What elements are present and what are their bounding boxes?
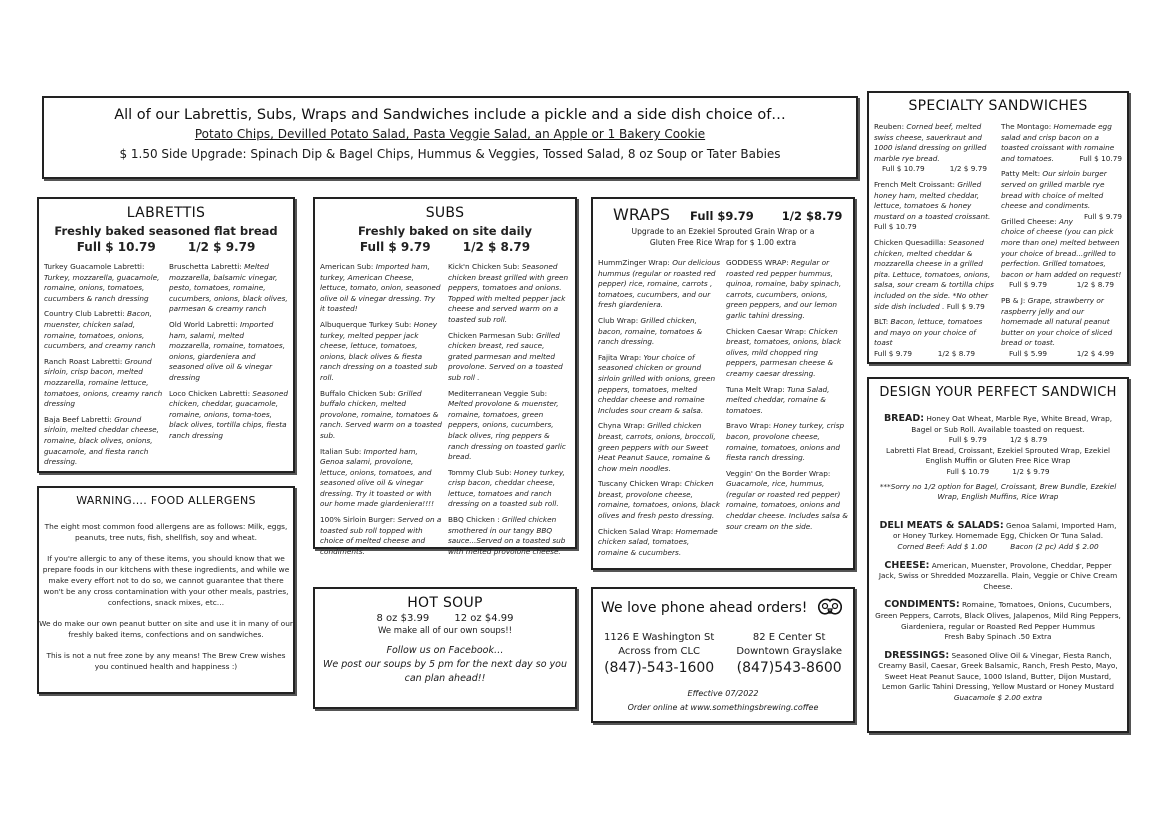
text: Grilled buffalo chicken, melted provolone, romaine, tomatoes & ranch. Served warm on a toasted sub. <box>320 388 442 440</box>
text: BLT: <box>874 317 889 327</box>
text: Albuquerque Turkey Sub: <box>320 319 412 329</box>
text: Labretti Flat Bread, Croissant, Ezekiel Sprouted Wrap, Ezekiel English Muffin or Gluten Free Rice Wrap <box>886 445 1110 466</box>
text: Turkey Guacamole Labretti: <box>44 262 145 271</box>
menu-item <box>726 327 848 380</box>
hot-soup-section <box>313 587 577 709</box>
menu-item <box>874 317 995 359</box>
text: Grilled Cheese: <box>1001 216 1057 226</box>
text: Honey Oat Wheat, Marble Rye, White Bread, Wrap, Bagel or Sub Roll. Available toasted on request. <box>911 414 1113 434</box>
item-price-full: Full $ 9.79 <box>874 348 913 358</box>
labrettis-prices <box>39 240 293 254</box>
wraps-upgrade-note: Upgrade to an Ezekiel Sprouted Grain Wrap or a Gluten Free Rice Wrap for $ 1.00 extra <box>631 227 815 247</box>
text: Grilled honey ham, melted cheddar, lettuce, tomatoes & honey mustard on a toasted croissant. <box>874 179 991 221</box>
bread-price-standard: Full $ 9.79 1/2 $ 8.79 <box>948 435 1048 445</box>
item-price-full: Full $ 5.99 <box>1009 348 1048 358</box>
sides-choices-text: Potato Chips, Devilled Potato Salad, Pasta Veggie Salad, an Apple or 1 Bakery Cookie <box>194 127 706 141</box>
text: BREAD: <box>883 413 925 424</box>
item-price-full: Full $ 9.79 <box>946 301 985 311</box>
deli-options <box>869 521 1127 553</box>
location-phone[interactable]: (847)543-8600 <box>736 660 842 676</box>
menu-item <box>598 421 720 474</box>
text: Our sirloin burger served on grilled marble rye bread with choice of melted cheese and condiments. <box>1001 169 1107 211</box>
location-landmark: Across from CLC <box>618 646 701 657</box>
text: Loco Chicken Labretti: <box>169 388 251 398</box>
subs-section <box>313 197 577 556</box>
text: Imported ham, salami, melted mozzarella, romaine, tomatoes, onions, giardeniera and seasoned olive oil & vinegar dressing <box>169 319 286 382</box>
subs-prices <box>315 240 575 254</box>
text: French Melt Croissant: <box>874 179 956 189</box>
text: Seasoned chicken breast grilled with green peppers, tomatoes and onions. Topped with melted pepper jack cheese and served warm on a toasted sub roll. <box>448 262 569 324</box>
menu-item <box>598 316 720 348</box>
menu-item <box>320 515 442 557</box>
wraps-left-column <box>598 258 720 563</box>
text: Chicken Quesadilla: <box>874 237 946 247</box>
menu-item <box>1001 296 1122 360</box>
menu-item <box>726 258 848 322</box>
menu-item <box>874 238 995 312</box>
text: GODDESS WRAP: <box>726 258 789 267</box>
subs-price-full: Full $ 9.79 <box>359 240 431 254</box>
item-price-half: 1/2 $ 4.99 <box>1076 348 1114 358</box>
specialty-left-column <box>874 122 995 364</box>
menu-item <box>44 262 163 304</box>
text: PB & J: <box>1001 295 1026 305</box>
location-address: 1126 E Washington St <box>603 632 715 643</box>
text: Ground sirloin, melted cheddar cheese, romaine, black olives, onions, guacamole, and fiesta ranch dressing. <box>44 414 159 467</box>
allergen-paragraph: The eight most common food allergens are as follows: Milk, eggs, peanuts, tree nuts, fish, shellfish, soy and wheat. <box>44 522 288 542</box>
text: Seasoned Olive Oil & Vinegar, Fiesta Ranch, Creamy Basil, Caesar, Greek Balsamic, Ranch, Fresh Pesto, Mayo, Sweet Heat Peanut Sauce, 1000 Island, Butter, Dijon Mustard, Lemon Garlic Tahini Dressing, Yellow Mustard or Honey Mustard <box>878 650 1118 692</box>
text: Chicken Caesar Wrap: <box>726 326 807 336</box>
dressing-options <box>869 651 1127 704</box>
text: Homemade chicken salad, tomatoes, romaine & cucumbers. <box>598 526 718 557</box>
text: Reuben: <box>874 122 905 131</box>
text: The Montago: <box>1001 122 1052 131</box>
item-price-half: 1/2 $ 9.79 <box>949 164 987 174</box>
menu-item <box>598 479 720 521</box>
labrettis-left-column <box>44 262 163 473</box>
labrettis-section <box>37 197 295 473</box>
location-landmark: Downtown Grayslake <box>736 646 842 657</box>
text: Chicken Parmesan Sub: <box>448 330 534 340</box>
text: Grape, strawberry or raspberry jelly and our homemade all natural peanut butter on your choice of sliced bread or toast. <box>1001 295 1113 348</box>
subs-price-half: 1/2 $ 8.79 <box>462 240 531 254</box>
menu-item <box>320 320 442 384</box>
menu-item <box>448 262 570 326</box>
text: Guacamole, rice, hummus, (regular or roasted red pepper) romaine, tomatoes, onions and cheddar cheese. Includes salsa & sour cream on the side. <box>726 479 848 531</box>
text: Grilled chicken breast, red sauce, grated parmesan and melted provolone. Served on a toasted sub roll . <box>448 330 563 382</box>
text: CHEESE: <box>884 559 930 571</box>
text: Corned Beef: Add $ 1.00 Bacon (2 pc) Add $ 2.00 <box>897 541 1099 551</box>
text: Fajita Wrap: <box>598 352 642 362</box>
soup-note: We make all of our own soups!! <box>377 626 513 636</box>
wraps-price-half: 1/2 $8.79 <box>781 209 843 223</box>
menu-item <box>726 385 848 417</box>
text: Homemade egg salad and crisp bacon on a toasted croissant with romaine and tomatoes. <box>1001 122 1115 163</box>
text: Old World Labretti: <box>169 319 238 329</box>
labrettis-right-column <box>169 262 288 473</box>
menu-item <box>448 331 570 384</box>
allergen-paragraph: If you're allergic to any of these items, you should know that we prepare foods in our kitchens with these ingredients, and while we make every effort not to do so, we cannot guarantee that there won't be any cross contamination with your other meals, pastries, confections, snack mixes, etc… <box>42 554 290 607</box>
item-price-half: 1/2 $ 8.79 <box>1076 280 1114 290</box>
menu-item <box>874 180 995 233</box>
soup-price-8oz: 8 oz $3.99 <box>376 613 430 624</box>
wraps-right-column <box>726 258 848 563</box>
text: Bacon, lettuce, tomatoes and mayo on your choice of toast <box>874 317 983 348</box>
subs-right-column <box>448 262 570 562</box>
text: Country Club Labretti: <box>44 309 125 319</box>
text: Grilled chicken, bacon, romaine, tomatoes & ranch dressing. <box>598 315 703 347</box>
menu-item <box>44 415 163 468</box>
text: Seasoned chicken, cheddar, guacamole, romaine, onions, toma-toes, black olives, tortilla chips, fiesta ranch dressing <box>169 388 288 440</box>
wraps-header <box>593 199 853 224</box>
item-price-half: 1/2 $ 8.79 <box>937 348 975 358</box>
text: Honey turkey, melted pepper jack cheese, lettuce, tomatoes, onions, black olives & fiesta ranch dressing on a toasted sub roll. <box>320 319 438 382</box>
text: DELI MEATS & SALADS: <box>879 519 1004 531</box>
text: Mediterranean Veggie Sub: <box>448 388 548 398</box>
text: Fresh Baby Spinach .50 Extra <box>944 632 1052 642</box>
text: Bruschetta Labretti: <box>169 262 242 271</box>
allergen-paragraph: We do make our own peanut butter on site and use it in many of our freshly baked items, confections and on sandwiches. <box>39 619 293 639</box>
menu-item <box>320 447 442 511</box>
text: Chicken breast, tomatoes, onions, black olives, mild chopped ring peppers, parmesan cheese & creamy caesar dressing. <box>726 326 842 378</box>
text: CONDIMENTS: <box>884 599 960 611</box>
menu-item <box>169 320 288 384</box>
text: Served on a toasted sub roll topped with choice of melted cheese and condiments. <box>320 515 442 556</box>
menu-item <box>448 468 570 510</box>
wraps-price-full: Full $9.79 <box>690 209 754 223</box>
item-price-full: Full $ 10.79 <box>1079 153 1122 163</box>
text: Seasoned chicken, melted cheddar & mozzarella cheese in a grilled pita. Lettuce, tomatoes, onions, salsa, sour cream & tortilla chips included on the side. *No other side dish included . <box>874 237 994 311</box>
menu-item <box>169 262 288 315</box>
text: American Sub: <box>320 262 374 271</box>
text: Melted mozzarella, balsamic vinegar, pesto, tomatoes, romaine, cucumbers, onions, black olives, parmesan & creamy ranch <box>169 262 288 314</box>
menu-item <box>1001 122 1122 164</box>
side-upgrade: $ 1.50 Side Upgrade: Spinach Dip & Bagel Chips, Hummus & Veggies, Tossed Salad, 8 oz Soup or Tater Babies <box>119 147 781 161</box>
menu-item <box>598 527 720 559</box>
text: Bravo Wrap: <box>726 421 772 431</box>
facebook-post-note: We post our soups by 5 pm for the next day so you can plan ahead!! <box>322 659 568 684</box>
sides-intro: All of our Labrettis, Subs, Wraps and Sandwiches include a pickle and a side dish choice of… <box>114 107 786 123</box>
text: Guacamole $ 2.00 extra <box>953 693 1043 703</box>
text: Turkey, mozzarella, guacamole, romaine, onions, tomatoes, cucumbers & ranch dressing <box>44 272 160 303</box>
text: DRESSINGS: <box>884 649 950 661</box>
design-sandwich-section <box>867 377 1129 733</box>
allergen-warning-section <box>37 486 295 694</box>
menu-item <box>44 357 163 410</box>
menu-item <box>448 389 570 463</box>
text: Chicken breast, provolone cheese, romaine, tomatoes, onions, black olives and fresh pesto dressing. <box>598 479 720 521</box>
subs-left-column <box>320 262 442 562</box>
text: Kick'n Chicken Sub: <box>448 262 520 271</box>
labrettis-subtitle: Freshly baked seasoned flat bread <box>54 224 278 238</box>
text: Chyna Wrap: <box>598 421 645 431</box>
labrettis-price-half: 1/2 $ 9.79 <box>187 240 256 254</box>
text: BBQ Chicken : <box>448 515 500 525</box>
text: Any choice of cheese (you can pick more than one) melted between your choice of bread...grilled to perfection. Grilled tomatoes, bacon or ham added on request! <box>1001 216 1122 279</box>
text: Italian Sub: <box>320 446 362 456</box>
text: Our delicious hummus (regular or roasted red pepper) rice, romaine, carrots , tomatoes, cucumbers, and our fresh giardeniera. <box>598 258 720 310</box>
text: Regular or roasted red pepper hummus, quinoa, romaine, baby spinach, carrots, cucumbers, onions, green peppers, and our lemon garlic tahini dressing. <box>726 258 842 320</box>
text: Club Wrap: <box>598 315 639 325</box>
text: 100% Sirloin Burger: <box>320 515 396 525</box>
menu-item <box>448 515 570 557</box>
phone-doodle-icon <box>815 595 845 621</box>
text: Honey turkey, crisp bacon, provolone cheese, romaine, tomatoes, onions and fiesta ranch dressing. <box>726 421 845 463</box>
soup-price-12oz: 12 oz $4.99 <box>454 613 514 624</box>
bread-note: ***Sorry no 1/2 option for Bagel, Croissant, Brew Bundle, Ezekiel Wrap, English Muffins, Rice Wrap <box>879 481 1117 502</box>
order-online-link[interactable]: Order online at www.somethingsbrewing.coffee <box>627 703 819 712</box>
subs-subtitle: Freshly baked on site daily <box>358 224 532 238</box>
location-address: 82 E Center St <box>752 632 826 643</box>
text: Tommy Club Sub: <box>448 467 512 477</box>
text: Corned beef, melted swiss cheese, sauerkraut and 1000 island dressing on grilled marble rye bread. <box>874 122 987 163</box>
sides-banner <box>42 96 858 179</box>
specialty-title: SPECIALTY SANDWICHES <box>908 98 1088 114</box>
effective-date: Effective 07/2022 <box>687 689 759 698</box>
phone-orders-title: We love phone ahead orders! <box>601 600 808 616</box>
wraps-title: WRAPS <box>613 205 671 224</box>
menu-item <box>726 421 848 463</box>
text: Honey turkey, crisp bacon, cheddar cheese, lettuce, tomatoes and ranch dressing on a toasted sub roll. <box>448 467 565 509</box>
text: Grilled chicken breast, carrots, onions, broccoli, green peppers with our Sweet Heat Peanut Sauce, romaine & chow mein noodles. <box>598 421 716 473</box>
text: American, Muenster, Provolone, Cheddar, Pepper Jack, Swiss or Shredded Mozzarella. Plain, Veggie or Chive Cream Cheese. <box>878 560 1118 591</box>
specialty-right-column <box>1001 122 1122 364</box>
menu-item <box>169 389 288 442</box>
text: Genoa Salami, Imported Ham, or Honey Turkey. Homemade Egg, Chicken Or Tuna Salad. <box>892 520 1117 541</box>
phone-orders-section <box>591 587 855 723</box>
text: Your choice of seasoned chicken or ground sirloin grilled with onions, green peppers, tomatoes, melted cheddar cheese and romaine Includes sour cream & salsa. <box>598 352 716 415</box>
menu-item <box>320 262 442 315</box>
text: HummZinger Wrap: <box>598 258 670 267</box>
cheese-options <box>869 561 1127 593</box>
subs-title: SUBS <box>425 205 465 221</box>
design-title: DESIGN YOUR PERFECT SANDWICH <box>879 385 1117 400</box>
soup-title: HOT SOUP <box>407 595 483 611</box>
menu-item <box>874 122 995 175</box>
text: Ranch Roast Labretti: <box>44 356 123 366</box>
allergen-paragraph: This is not a nut free zone by any means! The Brew Crew wishes you continued health and happiness :) <box>46 651 286 671</box>
text: Chicken Salad Wrap: <box>598 526 674 536</box>
text: Imported ham, Genoa salami, provolone, lettuce, onions, tomatoes, and seasoned olive oil & vinegar dressing. Try it toasted or with our home made giardeniera!!!! <box>320 446 434 509</box>
soup-prices <box>315 613 575 624</box>
text: Imported ham, turkey, American Cheese, lettuce, tomato, onion, seasoned olive oil & vinegar dressing. Try it toasted! <box>320 262 441 314</box>
text: Grilled chicken smothered in our tangy BBQ sauce...Served on a toasted sub with melted provolone cheese. <box>448 515 566 556</box>
text: Patty Melt: <box>1001 169 1041 179</box>
item-price-full: Full $ 10.79 <box>874 222 917 232</box>
text: Veggin' On the Border Wrap: <box>726 468 831 478</box>
menu-item <box>598 353 720 417</box>
text: Tuna Salad, melted cheddar, romaine & tomatoes. <box>726 384 830 415</box>
text: Melted provolone & muenster, romaine, tomatoes, green peppers, onions, cucumbers, black olives, ring peppers & ranch dressing on toasted garlic bread. <box>448 399 566 462</box>
text: Baja Beef Labretti: <box>44 414 112 424</box>
facebook-note: Follow us on Facebook… <box>386 645 504 656</box>
bread-price-premium: Full $ 10.79 1/2 $ 9.79 <box>946 466 1050 476</box>
bread-options <box>869 414 1127 503</box>
text: Bacon, muenster, chicken salad, romaine, tomatoes, onions, cucumbers, and creamy ranch <box>44 309 156 351</box>
condiment-options <box>869 600 1127 642</box>
item-price-full: Full $ 10.79 <box>882 164 925 174</box>
menu-item <box>598 258 720 311</box>
wraps-section <box>591 197 855 570</box>
sides-choices <box>44 127 856 141</box>
text: Tuscany Chicken Wrap: <box>598 479 683 489</box>
menu-item <box>44 309 163 351</box>
location-center <box>736 631 842 677</box>
item-price-full: Full $ 9.79 <box>1083 211 1122 221</box>
location-washington <box>604 631 714 677</box>
text: Buffalo Chicken Sub: <box>320 388 396 398</box>
specialty-sandwiches-section <box>867 91 1129 364</box>
text: Ground sirloin, crisp bacon, melted mozzarella, romaine lettuce, tomatoes, onions, creamy ranch dressing <box>44 356 163 409</box>
labrettis-title: LABRETTIS <box>126 205 206 221</box>
menu-item <box>320 389 442 442</box>
menu-item <box>726 469 848 533</box>
text: Romaine, Tomatoes, Onions, Cucumbers, Green Peppers, Carrots, Black Olives, Jalapenos, Mild Ring Peppers, Giardeniera, regular or Roasted Red Pepper Hummus <box>875 600 1121 631</box>
labrettis-price-full: Full $ 10.79 <box>76 240 156 254</box>
allergen-title: WARNING…. FOOD ALLERGENS <box>76 494 256 507</box>
text: Tuna Melt Wrap: <box>726 384 785 394</box>
menu-item <box>1001 217 1122 291</box>
item-price-full: Full $ 9.79 <box>1009 280 1048 290</box>
location-phone[interactable]: (847)-543-1600 <box>604 660 715 676</box>
